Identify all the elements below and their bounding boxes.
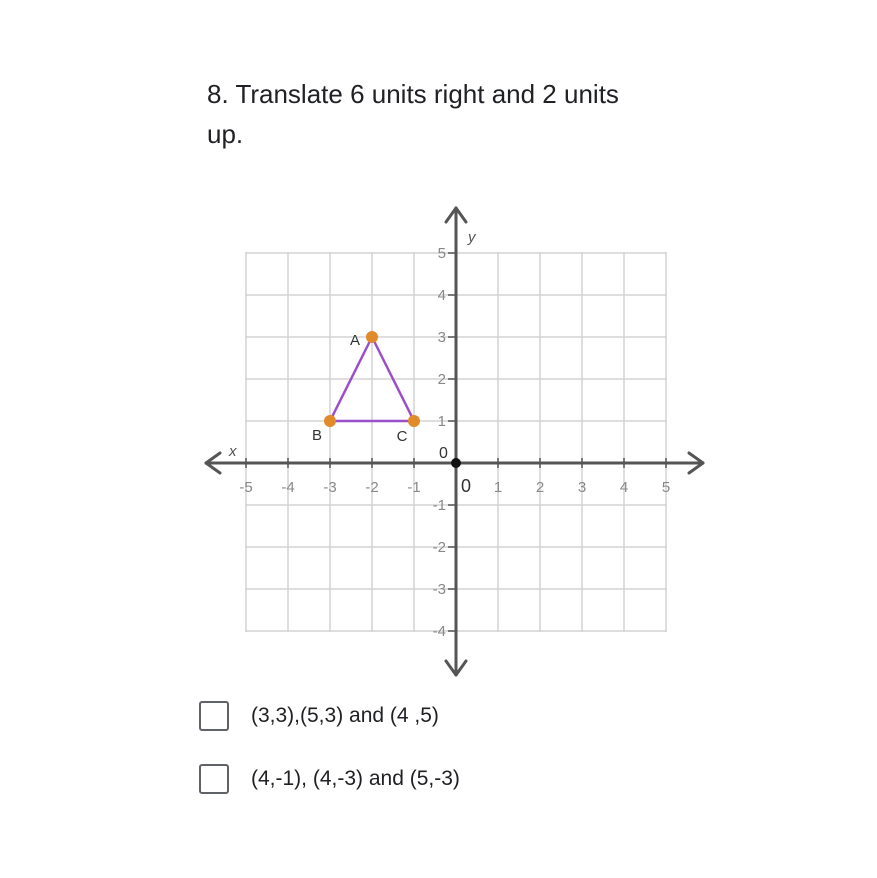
y-tick-label: 5	[437, 245, 446, 262]
x-tick-label: -1	[407, 479, 421, 496]
y-tick-label: -1	[432, 497, 446, 514]
vertex-b	[324, 415, 336, 427]
option-2[interactable]	[199, 764, 460, 794]
x-tick-label: 1	[493, 479, 503, 496]
origin-point	[451, 458, 461, 468]
question-text: 8. Translate 6 units right and 2 units up.	[207, 79, 619, 149]
option-1[interactable]	[199, 701, 439, 731]
x-axis-label: x	[229, 443, 237, 460]
y-tick-label: -4	[432, 623, 446, 640]
y-axis-label: y	[468, 229, 476, 246]
x-tick-label: 5	[661, 479, 671, 496]
x-tick-label: -4	[281, 479, 295, 496]
x-tick-label: 2	[535, 479, 545, 496]
x-tick-label: 4	[619, 479, 629, 496]
vertex-label-c: C	[396, 428, 408, 445]
origin-label: 0	[439, 445, 448, 462]
x-tick-label: 0	[460, 476, 472, 496]
y-tick-label: -2	[432, 539, 446, 556]
y-tick-label: 3	[437, 329, 446, 346]
x-tick-label: -2	[365, 479, 379, 496]
vertex-a	[366, 331, 378, 343]
vertex-c	[408, 415, 420, 427]
option-1-checkbox[interactable]	[199, 701, 229, 731]
vertex-label-a: A	[349, 332, 361, 349]
vertex-label-b: B	[311, 427, 323, 444]
y-tick-label: 4	[437, 287, 446, 304]
x-tick-label: 3	[577, 479, 587, 496]
option-2-label: (4,-1), (4,-3) and (5,-3)	[251, 767, 460, 790]
x-tick-label: -5	[239, 479, 253, 496]
y-tick-label: 2	[437, 371, 446, 388]
tick-labels	[228, 229, 670, 640]
y-tick-label: -3	[432, 581, 446, 598]
option-1-label: (3,3),(5,3) and (4 ,5)	[251, 704, 439, 727]
y-tick-label: 1	[437, 413, 446, 430]
axes	[206, 208, 703, 675]
x-tick-label: -3	[323, 479, 337, 496]
option-2-checkbox[interactable]	[199, 764, 229, 794]
